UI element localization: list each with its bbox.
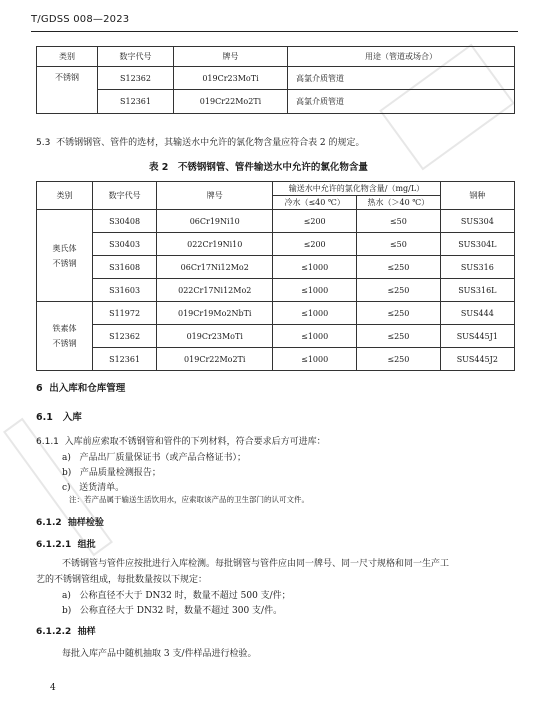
category-cell: 奥氏体 不锈钢 bbox=[37, 210, 93, 302]
table-row bbox=[37, 348, 515, 371]
table-cell: S12362 bbox=[92, 325, 156, 348]
table-row bbox=[37, 233, 515, 256]
table-header-cell: 冷水（≤40 ℃） bbox=[273, 196, 357, 210]
table-cell: ≤1000 bbox=[273, 256, 357, 279]
table-cell: 06Cr17Ni12Mo2 bbox=[157, 256, 273, 279]
table-cell: 019Cr22Mo2Ti bbox=[157, 348, 273, 371]
category-cell: 不锈钢 bbox=[37, 67, 98, 114]
table-cell: SUS316L bbox=[440, 279, 514, 302]
table-cell: ≤1000 bbox=[273, 348, 357, 371]
table-cell: SUS445J1 bbox=[440, 325, 514, 348]
table-cell: 019Cr22Mo2Ti bbox=[174, 90, 288, 114]
list-text: 公称直径不大于 DN32 时，数量不超过 500 支/件； bbox=[79, 591, 291, 601]
list-text: 公称直径大于 DN32 时，数量不超过 300 支/件。 bbox=[79, 606, 283, 616]
table-cell: ≤250 bbox=[357, 256, 441, 279]
list-text: 产品出厂质量保证书（或产品合格证书）； bbox=[79, 453, 246, 463]
table-cell: ≤250 bbox=[357, 348, 441, 371]
table-row bbox=[37, 279, 515, 302]
list-marker: a) bbox=[62, 453, 71, 463]
table-cell: ≤200 bbox=[273, 233, 357, 256]
table-cell: S12361 bbox=[98, 90, 174, 114]
list-text: 送货清单。 bbox=[79, 483, 125, 493]
table-cell: S12361 bbox=[92, 348, 156, 371]
paragraph-line: 不锈钢管与管件应按批进行入库检测。每批钢管与管件应由同一牌号、同一尺寸规格和同一生产工 bbox=[62, 559, 450, 569]
table-2-caption: 表 2 不锈钢钢管、管件输送水中允许的氯化物含量 bbox=[149, 162, 368, 173]
section-number: 6 bbox=[36, 383, 43, 394]
table-cell: SUS304L bbox=[440, 233, 514, 256]
table-cell: ≤1000 bbox=[273, 279, 357, 302]
section-title: 出入库和仓库管理 bbox=[49, 383, 126, 394]
standard-code-header: T/GDSS 008—2023 bbox=[31, 14, 130, 25]
paragraph-5-3 bbox=[36, 135, 365, 148]
list-item bbox=[62, 465, 161, 478]
list-item bbox=[62, 603, 282, 616]
table-cell: S31608 bbox=[92, 256, 156, 279]
table-row bbox=[37, 67, 515, 90]
table-cell: ≤50 bbox=[357, 210, 441, 233]
table-1-continuation bbox=[36, 46, 515, 114]
table-cell: ≤250 bbox=[357, 279, 441, 302]
category-cell: 铁素体 不锈钢 bbox=[37, 302, 93, 371]
section-6-heading bbox=[36, 380, 125, 394]
list-marker: c) bbox=[62, 483, 71, 493]
paragraph-text: 入库前应索取不锈钢管和管件的下列材料，符合要求后方可进库： bbox=[64, 437, 326, 447]
list-item bbox=[62, 450, 246, 463]
paragraph-line: 每批入库产品中随机抽取 3 支/件样品进行检验。 bbox=[62, 649, 257, 659]
section-number: 6.1.2.1 bbox=[36, 540, 72, 550]
table-cell: 022Cr17Ni12Mo2 bbox=[157, 279, 273, 302]
table-cell: 019Cr19Mo2NbTi bbox=[157, 302, 273, 325]
table-cell: SUS445J2 bbox=[440, 348, 514, 371]
table-row bbox=[37, 325, 515, 348]
table-header-cell: 类别 bbox=[37, 182, 93, 210]
table-cell: ≤1000 bbox=[273, 325, 357, 348]
table-cell: 019Cr23MoTi bbox=[174, 67, 288, 90]
table-cell: ≤200 bbox=[273, 210, 357, 233]
table-cell: 019Cr23MoTi bbox=[157, 325, 273, 348]
page-number: 4 bbox=[50, 683, 56, 693]
table-cell: 022Cr19Ni10 bbox=[157, 233, 273, 256]
table-cell: S11972 bbox=[92, 302, 156, 325]
section-6-1-2-1-heading bbox=[36, 537, 96, 550]
table-header-cell: 数字代号 bbox=[98, 47, 174, 67]
note-text: 注：若产品属于输送生活饮用水，应索取该产品的卫生部门的认可文件。 bbox=[69, 495, 309, 504]
section-number: 6.1 bbox=[36, 412, 53, 423]
section-number: 6.1.1 bbox=[36, 437, 59, 447]
table-2-chloride-content bbox=[36, 181, 515, 371]
table-cell: SUS316 bbox=[440, 256, 514, 279]
section-title: 抽样 bbox=[77, 627, 96, 637]
table-cell: S31603 bbox=[92, 279, 156, 302]
table-cell: ≤50 bbox=[357, 233, 441, 256]
table-cell: SUS444 bbox=[440, 302, 514, 325]
table-header-cell: 用途（管道或场合） bbox=[288, 47, 515, 67]
table-header-row bbox=[37, 47, 515, 67]
paragraph-6-1-1 bbox=[36, 434, 326, 447]
table-body bbox=[37, 210, 515, 371]
table-cell: S12362 bbox=[98, 67, 174, 90]
section-6-1-2-heading bbox=[36, 515, 104, 528]
section-number: 6.1.2 bbox=[36, 518, 62, 528]
list-marker: b) bbox=[62, 468, 72, 478]
table-cell: ≤250 bbox=[357, 325, 441, 348]
table-header-cell: 输送水中允许的氯化物含量/（mg/L） bbox=[273, 182, 440, 196]
table-cell: 高氯介质管道 bbox=[288, 67, 515, 90]
section-title: 入库 bbox=[62, 412, 82, 423]
paragraph-text: 不锈钢钢管、管件的选材，其输送水中允许的氯化物含量应符合表 2 的规定。 bbox=[56, 138, 365, 148]
table-row bbox=[37, 210, 515, 233]
table-header-cell: 类别 bbox=[37, 47, 98, 67]
table-cell: SUS304 bbox=[440, 210, 514, 233]
section-number: 6.1.2.2 bbox=[36, 627, 72, 637]
section-title: 抽样检验 bbox=[67, 518, 104, 528]
section-number: 5.3 bbox=[36, 138, 51, 148]
table-header-cell: 牌号 bbox=[174, 47, 288, 67]
list-item bbox=[62, 588, 291, 601]
table-cell: S30403 bbox=[92, 233, 156, 256]
table-row bbox=[37, 90, 515, 114]
section-title: 组批 bbox=[77, 540, 96, 550]
section-6-1-2-2-heading bbox=[36, 624, 96, 637]
table-cell: ≤250 bbox=[357, 302, 441, 325]
table-header-cell: 钢种 bbox=[440, 182, 514, 210]
table-cell: 06Cr19Ni10 bbox=[157, 210, 273, 233]
section-6-1-heading bbox=[36, 409, 82, 423]
table-row bbox=[37, 256, 515, 279]
table-header-row bbox=[37, 182, 515, 196]
list-item bbox=[62, 480, 124, 493]
table-row bbox=[37, 302, 515, 325]
table-cell: ≤1000 bbox=[273, 302, 357, 325]
header-rule bbox=[31, 31, 518, 32]
table-header-cell: 数字代号 bbox=[92, 182, 156, 210]
table-cell: 高氯介质管道 bbox=[288, 90, 515, 114]
list-marker: b) bbox=[62, 606, 72, 616]
table-header-cell: 热水（＞40 ℃） bbox=[357, 196, 441, 210]
table-header-cell: 牌号 bbox=[157, 182, 273, 210]
list-marker: a) bbox=[62, 591, 71, 601]
paragraph-line: 艺的不锈钢管组成，每批数量按以下规定： bbox=[36, 575, 208, 585]
table-cell: S30408 bbox=[92, 210, 156, 233]
list-text: 产品质量检测报告； bbox=[79, 468, 161, 478]
